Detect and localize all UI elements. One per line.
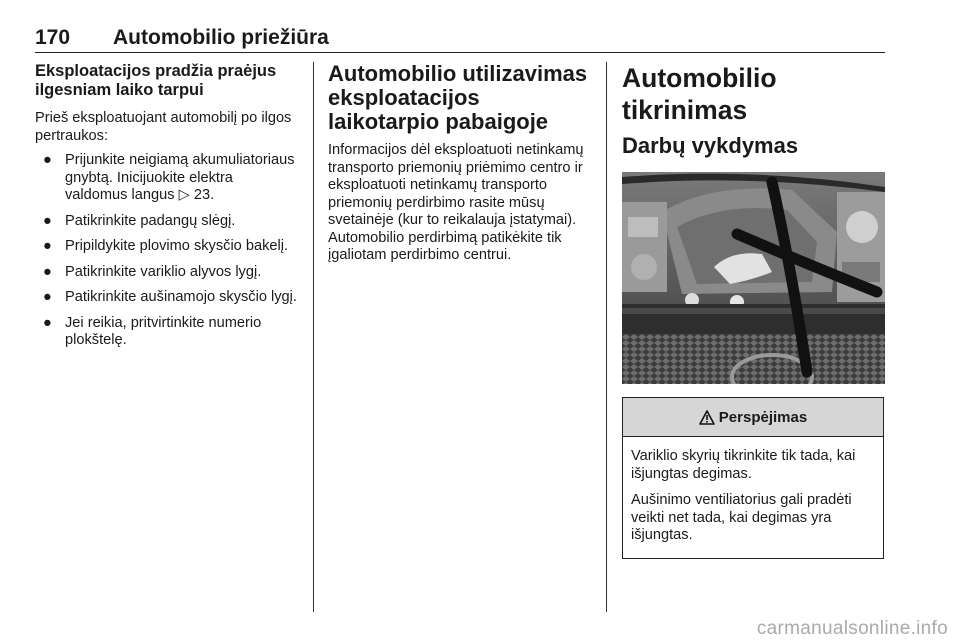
- column-divider: [606, 62, 607, 612]
- page-reference-link[interactable]: 23.: [193, 187, 215, 203]
- column-inspection: [622, 62, 885, 559]
- warning-paragraph: Variklio skyrių tikrinkite tik tada, kai išjungtas degimas.: [631, 448, 856, 482]
- bullet-icon: ●: [43, 289, 52, 305]
- warning-title: Perspėjimas: [718, 408, 808, 426]
- page-header: [35, 24, 885, 53]
- column-disposal: [328, 62, 590, 272]
- page-ref-arrow-icon: ▷: [178, 187, 190, 203]
- warning-box: [622, 397, 884, 559]
- list-item: ● Prijunkite neigiamą akumuliatoriaus gnybtą. Inicijuokite elektra valdomus langus ▷ 23.: [43, 152, 295, 203]
- list-item: ● Pripildykite plovimo skysčio bakelį.: [43, 238, 289, 254]
- list-item: ● Patikrinkite padangų slėgį.: [43, 212, 236, 229]
- bullet-icon: ●: [43, 314, 52, 331]
- warning-paragraph: Aušinimo ventiliatorius gali pradėti veikti net tada, kai degimas yra išjungtas.: [631, 492, 852, 543]
- watermark: carmanualsonline.info: [756, 618, 948, 639]
- list-item: ● Patikrinkite variklio alyvos lygį.: [43, 263, 262, 280]
- warning-body: [623, 437, 883, 558]
- section-heading-disposal: Automobilio utilizavimas eksploatacijos laikotarpio pabaigoje: [328, 61, 588, 134]
- bullet-icon: ●: [43, 263, 52, 280]
- checklist: [35, 152, 297, 350]
- disposal-text: Informacijos dėl eksploatuoti netinkamų transporto priemonių priėmimo centro ir eksploatuoti netinkamų transporto priemonių perdirbimo rasite mūsų svetainėje (kur to reikalauja įstatymai). Automobilio perdirbimą patikėkite tik įgaliotam perdirbimo centrui.: [328, 142, 584, 263]
- engine-bay-photo: [622, 172, 885, 384]
- page-number: 170: [35, 26, 71, 49]
- chapter-heading: Automobilio tikrinimas: [622, 63, 777, 125]
- column-divider: [313, 62, 314, 612]
- running-title: Automobilio priežiūra: [113, 26, 329, 49]
- list-item: ● Patikrinkite aušinamojo skysčio lygį.: [43, 289, 297, 305]
- warning-header: [623, 398, 883, 437]
- column-storage: [35, 62, 297, 358]
- list-item: ● Jei reikia, pritvirtinkite numerio plokštelę.: [43, 314, 262, 348]
- section-heading-long-storage: Eksploatacijos pradžia praėjus ilgesniam laiko tarpui: [35, 62, 277, 99]
- section-heading-work: Darbų vykdymas: [622, 133, 799, 158]
- bullet-icon: ●: [43, 238, 52, 254]
- bullet-icon: ●: [43, 212, 52, 229]
- intro-text: Prieš eksploatuojant automobilį po ilgos pertraukos:: [35, 110, 292, 144]
- warning-triangle-icon: [699, 410, 715, 425]
- bullet-icon: ●: [43, 152, 52, 168]
